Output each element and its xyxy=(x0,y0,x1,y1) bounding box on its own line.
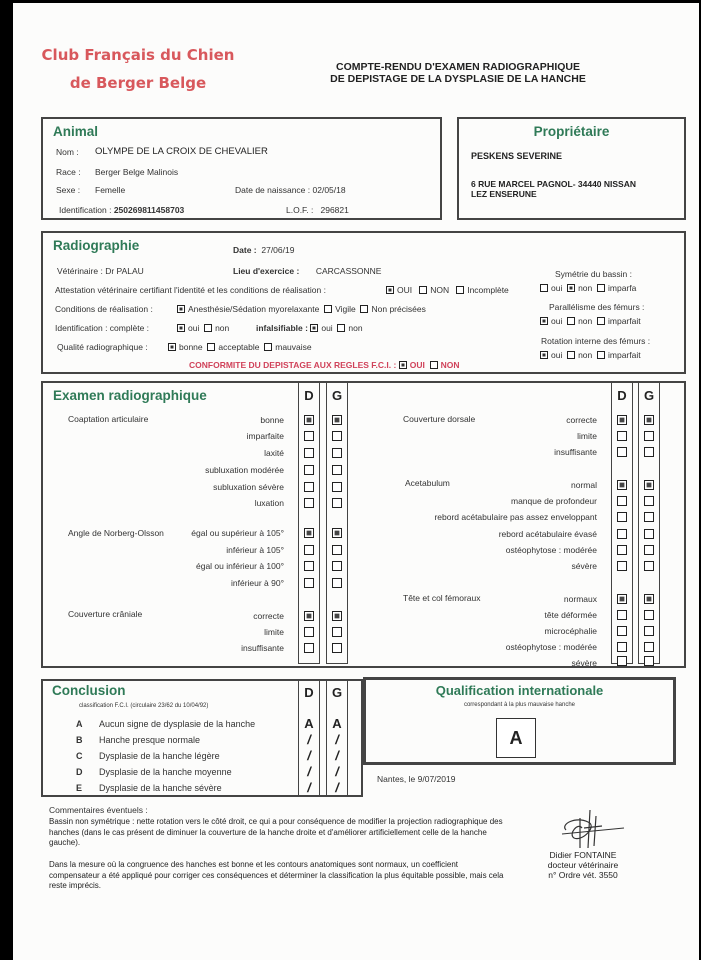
acetabulum-osteophytose-g-checkbox[interactable] xyxy=(644,545,654,555)
acetabulum-evase-label: rebord acétabulaire évasé xyxy=(498,529,597,539)
symetrie-oui[interactable] xyxy=(540,283,562,293)
tete-col-category: Tête et col fémoraux xyxy=(403,593,481,603)
coaptation-subluxation-severe-label: subluxation sévère xyxy=(213,482,284,492)
acetabulum-profondeur-g-checkbox[interactable] xyxy=(644,496,654,506)
parallelisme-imparfait[interactable] xyxy=(597,316,641,326)
rotation-oui[interactable] xyxy=(540,350,562,360)
signature-name: Didier FONTAINE xyxy=(549,850,617,860)
attestation-options xyxy=(386,285,509,295)
option-label: non xyxy=(578,316,593,326)
coaptation-subluxation-moderee-g-checkbox[interactable] xyxy=(332,465,342,475)
coaptation-imparfaite-g-checkbox[interactable] xyxy=(332,431,342,441)
infalsifiable-oui[interactable] xyxy=(310,323,332,333)
norberg-inf-105-d-checkbox[interactable] xyxy=(304,545,314,555)
checkbox-icon[interactable] xyxy=(360,305,368,313)
conditions-anesthesie[interactable] xyxy=(177,304,319,314)
date-value: 27/06/19 xyxy=(261,245,295,255)
rotation-non[interactable] xyxy=(567,350,592,360)
craniale-correcte-g-checkbox[interactable] xyxy=(332,611,342,621)
norberg-90-label: inférieur à 90° xyxy=(230,578,284,588)
complete-non[interactable] xyxy=(204,323,229,333)
symetrie-options xyxy=(540,283,636,293)
grade-letter: A xyxy=(76,719,83,729)
checkbox-icon[interactable] xyxy=(324,305,332,313)
acetabulum-normal-g-checkbox[interactable] xyxy=(644,480,654,490)
coaptation-subluxation-moderee-label: subluxation modérée xyxy=(205,465,284,475)
conditions-label: Conditions de réalisation : xyxy=(55,304,153,314)
checkbox-icon[interactable] xyxy=(337,324,345,332)
option-label: oui xyxy=(188,323,200,333)
tete-deformee-label: tête déformée xyxy=(544,610,597,620)
coaptation-laxite-label: laxité xyxy=(264,448,284,458)
date-label: Date : xyxy=(233,245,257,255)
checkbox-icon[interactable] xyxy=(264,343,272,351)
right-col-g-header: G xyxy=(643,388,655,403)
tete-microcephalie-d-checkbox[interactable] xyxy=(617,626,627,636)
document-title xyxy=(313,61,603,85)
norberg-100-d-checkbox[interactable] xyxy=(304,561,314,571)
tete-osteophytose-label: ostéophytose : modérée xyxy=(505,642,597,652)
symetrie-label: Symétrie du bassin : xyxy=(555,269,633,279)
lieu-value: CARCASSONNE xyxy=(315,266,382,276)
checkbox-checked-icon[interactable] xyxy=(386,286,394,294)
coaptation-subluxation-moderee-d-checkbox[interactable] xyxy=(304,465,314,475)
conditions-options xyxy=(177,304,426,314)
craniale-insuffisante-d-checkbox[interactable] xyxy=(304,643,314,653)
race-value: Berger Belge Malinois xyxy=(95,167,179,177)
checkbox-icon[interactable] xyxy=(419,286,427,294)
dorsale-limite-d-checkbox[interactable] xyxy=(617,431,627,441)
symetrie-non[interactable] xyxy=(567,283,592,293)
checkbox-checked-icon[interactable] xyxy=(168,343,176,351)
grade-letter: B xyxy=(76,735,83,745)
option-label: non xyxy=(578,350,593,360)
craniale-correcte-label: correcte xyxy=(253,611,284,621)
acetabulum-enveloppant-g-checkbox[interactable] xyxy=(644,512,654,522)
attestation-oui[interactable] xyxy=(386,285,412,295)
attestation-label: Attestation vétérinaire certifiant l'identité et les conditions de réalisation : xyxy=(55,285,326,295)
parallelisme-oui[interactable] xyxy=(540,316,562,326)
conformite-non[interactable] xyxy=(430,360,460,370)
club-name-line2: de Berger Belge xyxy=(69,74,207,92)
option-label: OUI xyxy=(397,285,413,295)
conclusion-section xyxy=(41,679,363,797)
acetabulum-enveloppant-d-checkbox[interactable] xyxy=(617,512,627,522)
tete-severe-g-checkbox[interactable] xyxy=(644,656,654,666)
dorsale-correcte-d-checkbox[interactable] xyxy=(617,415,627,425)
option-label: non xyxy=(215,323,230,333)
lof-label: L.O.F. : xyxy=(286,205,314,215)
grade-label: Hanche presque normale xyxy=(99,735,201,745)
grade-letter: E xyxy=(76,783,83,793)
animal-title: Animal xyxy=(53,124,99,139)
option-label: OUI xyxy=(409,360,425,370)
proprietaire-title: Propriétaire xyxy=(533,124,610,139)
acetabulum-normal-label: normal xyxy=(571,480,597,490)
grade-d-d-value: / xyxy=(307,764,311,779)
checkbox-icon[interactable] xyxy=(597,351,605,359)
tete-osteophytose-g-checkbox[interactable] xyxy=(644,642,654,652)
radiographie-section xyxy=(41,231,686,374)
acetabulum-category: Acetabulum xyxy=(405,478,450,488)
lieu-field xyxy=(233,266,381,276)
conclusion-col-d-header: D xyxy=(304,685,314,700)
veterinaire-value: Dr PALAU xyxy=(105,266,144,276)
checkbox-checked-icon[interactable] xyxy=(310,324,318,332)
conclusion-subtitle: classification F.C.I. (circulaire 23/62 du 10/04/92) xyxy=(79,703,209,709)
naissance-label: Date de naissance : xyxy=(235,185,311,195)
coaptation-bonne-d-checkbox[interactable] xyxy=(304,415,314,425)
norberg-90-d-checkbox[interactable] xyxy=(304,578,314,588)
acetabulum-normal-d-checkbox[interactable] xyxy=(617,480,627,490)
naissance-field xyxy=(235,185,346,195)
veterinaire-field xyxy=(57,266,144,276)
examen-title: Examen radiographique xyxy=(53,388,207,403)
checkbox-icon[interactable] xyxy=(204,324,212,332)
lieu-label: Lieu d'exercice : xyxy=(233,266,300,276)
club-name-line1: Club Français du Chien xyxy=(41,46,235,64)
conformite-oui[interactable] xyxy=(399,360,425,370)
option-label: Incomplète xyxy=(467,285,509,295)
signature-title: docteur vétérinaire xyxy=(547,860,619,870)
coaptation-bonne-g-checkbox[interactable] xyxy=(332,415,342,425)
option-label: Anesthésie/Sédation myorelaxante xyxy=(188,304,320,314)
grade-c-d-value: / xyxy=(307,748,311,763)
checkbox-checked-icon[interactable] xyxy=(177,324,185,332)
option-label: imparfa xyxy=(608,283,637,293)
commentaires-paragraph-1: Bassin non symétrique : nette rotation vers le côté droit, ce qui a pour conséquence de modifier la projection radiographique des hanches (dans le cas présent de diminuer la couverture de la hanche droite et d'améliorer artificiellement celle de la hanche gauche). xyxy=(49,817,503,847)
tete-deformee-g-checkbox[interactable] xyxy=(644,610,654,620)
document-title-line2: DE DEPISTAGE DE LA DYSPLASIE DE LA HANCHE xyxy=(330,73,586,85)
checkbox-checked-icon[interactable] xyxy=(540,351,548,359)
coaptation-luxation-g-checkbox[interactable] xyxy=(332,498,342,508)
norberg-100-label: égal ou inférieur à 100° xyxy=(196,561,284,571)
coaptation-laxite-g-checkbox[interactable] xyxy=(332,448,342,458)
option-label: imparfait xyxy=(608,350,641,360)
option-label: oui xyxy=(551,316,563,326)
acetabulum-osteophytose-label: ostéophytose : modérée xyxy=(505,545,597,555)
norberg-90-g-checkbox[interactable] xyxy=(332,578,342,588)
option-label: oui xyxy=(551,350,563,360)
infalsifiable-label: infalsifiable : xyxy=(256,323,308,333)
acetabulum-osteophytose-d-checkbox[interactable] xyxy=(617,545,627,555)
conditions-vigile[interactable] xyxy=(324,304,356,314)
acetabulum-severe-g-checkbox[interactable] xyxy=(644,561,654,571)
grade-label: Dysplasie de la hanche légère xyxy=(99,751,220,761)
checkbox-icon[interactable] xyxy=(430,361,438,369)
coaptation-subluxation-severe-g-checkbox[interactable] xyxy=(332,482,342,492)
tete-severe-d-checkbox[interactable] xyxy=(617,656,627,666)
norberg-inf-105-g-checkbox[interactable] xyxy=(332,545,342,555)
lof-value: 296821 xyxy=(320,205,349,215)
checkbox-icon[interactable] xyxy=(567,351,575,359)
couverture-dorsale-category: Couverture dorsale xyxy=(403,414,476,424)
option-label: non xyxy=(578,283,593,293)
coaptation-luxation-d-checkbox[interactable] xyxy=(304,498,314,508)
document-page xyxy=(13,3,699,960)
acetabulum-severe-d-checkbox[interactable] xyxy=(617,561,627,571)
complete-oui[interactable] xyxy=(177,323,199,333)
grade-label: Aucun signe de dysplasie de la hanche xyxy=(99,719,256,729)
dorsale-insuffisante-g-checkbox[interactable] xyxy=(644,447,654,457)
nom-label: Nom : xyxy=(56,147,79,157)
animal-section xyxy=(41,117,442,220)
checkbox-checked-icon[interactable] xyxy=(399,361,407,369)
examen-section xyxy=(41,381,686,668)
norberg-100-g-checkbox[interactable] xyxy=(332,561,342,571)
acetabulum-evase-d-checkbox[interactable] xyxy=(617,529,627,539)
grade-a-d-value: A xyxy=(304,716,314,731)
grade-label: Dysplasie de la hanche moyenne xyxy=(99,767,232,777)
norberg-inf-105-label: inférieur à 105° xyxy=(226,545,284,555)
craniale-insuffisante-label: insuffisante xyxy=(241,643,284,653)
grade-a-g-value: A xyxy=(332,716,342,731)
option-label: Vigile xyxy=(335,304,356,314)
dorsale-limite-g-checkbox[interactable] xyxy=(644,431,654,441)
symetrie-imparfait[interactable] xyxy=(597,283,636,293)
checkbox-checked-icon[interactable] xyxy=(567,284,575,292)
left-col-d-header: D xyxy=(304,388,314,403)
nom-value: OLYMPE DE LA CROIX DE CHEVALIER xyxy=(95,146,268,157)
grade-letter: D xyxy=(76,767,83,777)
norberg-105-plus-g-checkbox[interactable] xyxy=(332,528,342,538)
tete-normaux-g-checkbox[interactable] xyxy=(644,594,654,604)
rotation-options xyxy=(540,350,641,360)
checkbox-icon[interactable] xyxy=(207,343,215,351)
coaptation-imparfaite-d-checkbox[interactable] xyxy=(304,431,314,441)
acetabulum-profondeur-label: manque de profondeur xyxy=(510,496,597,506)
craniale-limite-label: limite xyxy=(264,627,284,637)
conformite-label: CONFORMITE DU DEPISTAGE AUX REGLES F.C.I. : xyxy=(189,360,397,370)
grade-letter: C xyxy=(76,751,83,761)
qualite-mauvaise[interactable] xyxy=(264,342,311,352)
qualification-subtitle: correspondant à la plus mauvaise hanche xyxy=(463,702,576,708)
craniale-limite-d-checkbox[interactable] xyxy=(304,627,314,637)
identification-complete-label: Identification : complète : xyxy=(55,323,150,333)
option-label: mauvaise xyxy=(275,342,312,352)
coaptation-category: Coaptation articulaire xyxy=(68,414,149,424)
rotation-label: Rotation interne des fémurs : xyxy=(541,336,651,346)
conclusion-title: Conclusion xyxy=(52,683,126,698)
race-label: Race : xyxy=(56,167,81,177)
grade-e-d-value: / xyxy=(307,780,311,795)
infalsifiable-field xyxy=(256,323,363,333)
grade-e-g-value: / xyxy=(335,780,339,795)
identification-label: Identification : xyxy=(59,205,112,215)
tete-osteophytose-d-checkbox[interactable] xyxy=(617,642,627,652)
qualite-acceptable[interactable] xyxy=(207,342,259,352)
conclusion-col-g-header: G xyxy=(331,685,343,700)
dorsale-correcte-label: correcte xyxy=(566,415,597,425)
coaptation-imparfaite-label: imparfaite xyxy=(246,431,284,441)
attestation-non[interactable] xyxy=(419,285,449,295)
craniale-limite-g-checkbox[interactable] xyxy=(332,627,342,637)
checkbox-icon[interactable] xyxy=(597,284,605,292)
qualification-grade: A xyxy=(496,718,536,758)
conditions-non-precisees[interactable] xyxy=(360,304,425,314)
infalsifiable-non[interactable] xyxy=(337,323,362,333)
lof-field xyxy=(286,205,349,215)
signature-block xyxy=(513,850,653,880)
tete-microcephalie-g-checkbox[interactable] xyxy=(644,626,654,636)
coaptation-subluxation-severe-d-checkbox[interactable] xyxy=(304,482,314,492)
attestation-incomplete[interactable] xyxy=(456,285,509,295)
dorsale-limite-label: limite xyxy=(577,431,597,441)
option-label: NON xyxy=(440,360,460,370)
option-label: bonne xyxy=(179,342,203,352)
parallelisme-options xyxy=(540,316,641,326)
signature-icon xyxy=(558,808,628,850)
grade-b-d-value: / xyxy=(307,732,311,747)
qualite-label: Qualité radiographique : xyxy=(57,342,148,352)
checkbox-icon[interactable] xyxy=(540,284,548,292)
sexe-value: Femelle xyxy=(95,185,126,195)
checkbox-checked-icon[interactable] xyxy=(540,317,548,325)
identification-value: 250269811458703 xyxy=(113,205,185,215)
signature-ordre: n° Ordre vét. 3550 xyxy=(548,870,618,880)
norberg-105-plus-d-checkbox[interactable] xyxy=(304,528,314,538)
option-label: acceptable xyxy=(218,342,260,352)
qualite-bonne[interactable] xyxy=(168,342,203,352)
couverture-craniale-category: Couverture crâniale xyxy=(68,609,143,619)
parallelisme-non[interactable] xyxy=(567,316,592,326)
identification-field xyxy=(59,205,184,215)
coaptation-bonne-label: bonne xyxy=(260,415,284,425)
right-col-d-header: D xyxy=(617,388,627,403)
sexe-label: Sexe : xyxy=(56,185,81,195)
grade-b-g-value: / xyxy=(335,732,339,747)
norberg-category: Angle de Norberg-Olsson xyxy=(68,528,164,538)
rotation-imparfait[interactable] xyxy=(597,350,641,360)
checkbox-icon[interactable] xyxy=(597,317,605,325)
craniale-correcte-d-checkbox[interactable] xyxy=(304,611,314,621)
parallelisme-label: Parallélisme des fémurs : xyxy=(549,302,645,312)
acetabulum-severe-label: sévère xyxy=(571,561,597,571)
grade-c-g-value: / xyxy=(335,748,339,763)
acetabulum-evase-g-checkbox[interactable] xyxy=(644,529,654,539)
dorsale-correcte-g-checkbox[interactable] xyxy=(644,415,654,425)
tete-microcephalie-label: microcéphalie xyxy=(544,626,597,636)
option-label: oui xyxy=(551,283,563,293)
proprietaire-section xyxy=(457,117,686,220)
option-label: NON xyxy=(430,285,450,295)
conformite-field xyxy=(189,360,459,370)
acetabulum-enveloppant-label: rebord acétabulaire pas assez enveloppant xyxy=(434,512,597,522)
complete-options xyxy=(177,323,229,333)
naissance-value: 02/05/18 xyxy=(312,185,346,195)
proprietaire-adresse-line1: 6 RUE MARCEL PAGNOL- 34440 NISSAN xyxy=(471,179,636,189)
proprietaire-adresse-line2: LEZ ENSERUNE xyxy=(471,189,537,199)
radiographie-title: Radiographie xyxy=(53,238,140,253)
lieu-date: Nantes, le 9/07/2019 xyxy=(377,774,456,784)
option-label: non xyxy=(348,323,363,333)
grade-d-g-value: / xyxy=(335,764,339,779)
radiographie-date xyxy=(233,245,294,255)
commentaires-label: Commentaires éventuels : xyxy=(49,805,148,815)
grade-label: Dysplasie de la hanche sévère xyxy=(99,783,222,793)
left-col-g-header: G xyxy=(331,388,343,403)
tete-normaux-d-checkbox[interactable] xyxy=(617,594,627,604)
coaptation-luxation-label: luxation xyxy=(254,498,284,508)
dorsale-insuffisante-d-checkbox[interactable] xyxy=(617,447,627,457)
qualification-section xyxy=(363,677,676,765)
craniale-insuffisante-g-checkbox[interactable] xyxy=(332,643,342,653)
checkbox-checked-icon[interactable] xyxy=(177,305,185,313)
norberg-105-plus-label: égal ou supérieur à 105° xyxy=(191,528,284,538)
checkbox-icon[interactable] xyxy=(567,317,575,325)
qualite-options xyxy=(168,342,312,352)
tete-deformee-d-checkbox[interactable] xyxy=(617,610,627,620)
dorsale-insuffisante-label: insuffisante xyxy=(554,447,597,457)
option-label: imparfait xyxy=(608,316,641,326)
tete-severe-label: sévère xyxy=(571,658,597,668)
tete-normaux-label: normaux xyxy=(563,594,597,604)
option-label: Non précisées xyxy=(371,304,426,314)
coaptation-laxite-d-checkbox[interactable] xyxy=(304,448,314,458)
option-label: oui xyxy=(321,323,333,333)
checkbox-icon[interactable] xyxy=(456,286,464,294)
acetabulum-profondeur-d-checkbox[interactable] xyxy=(617,496,627,506)
proprietaire-nom: PESKENS SEVERINE xyxy=(471,151,563,161)
commentaires-paragraph-2: Dans la mesure où la congruence des hanches est bonne et les contours anatomiques sont normaux, un coefficient compensateur a été appliqué pour corriger ces conséquences et déterminer la classification la plus équitable possible, mais cela reste imprécis. xyxy=(49,860,504,890)
qualification-title: Qualification internationale xyxy=(435,683,604,698)
veterinaire-label: Vétérinaire : xyxy=(57,266,103,276)
document-title-line1: COMPTE-RENDU D'EXAMEN RADIOGRAPHIQUE xyxy=(335,61,580,73)
